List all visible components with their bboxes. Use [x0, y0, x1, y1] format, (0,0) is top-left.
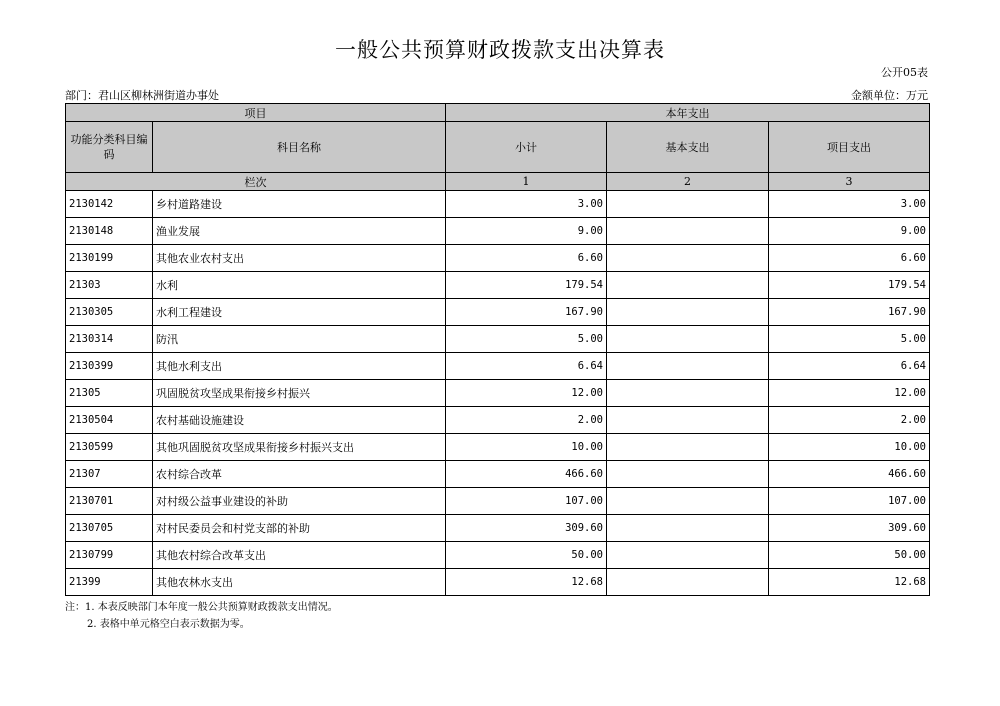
func-code-cell: 21303 [66, 272, 153, 299]
basic-expenditure-cell [607, 299, 769, 326]
func-code-cell: 2130399 [66, 353, 153, 380]
subtotal-cell: 107.00 [446, 488, 607, 515]
func-code-cell: 21307 [66, 461, 153, 488]
subtotal-cell: 167.90 [446, 299, 607, 326]
subtotal-cell: 6.60 [446, 245, 607, 272]
table-row [66, 569, 930, 596]
basic-expenditure-cell [607, 245, 769, 272]
func-code-cell: 2130599 [66, 434, 153, 461]
subtotal-cell: 10.00 [446, 434, 607, 461]
table-row [66, 515, 930, 542]
subject-name-cell: 农村基础设施建设 [153, 407, 446, 434]
func-code-cell: 2130799 [66, 542, 153, 569]
header-col-3: 3 [769, 173, 930, 191]
func-code-cell: 21305 [66, 380, 153, 407]
subject-name-cell: 其他农林水支出 [153, 569, 446, 596]
footnote-2: 2. 表格中单元格空白表示数据为零。 [87, 619, 250, 630]
table-row [66, 434, 930, 461]
subject-name-cell: 其他农村综合改革支出 [153, 542, 446, 569]
basic-expenditure-cell [607, 434, 769, 461]
basic-expenditure-cell [607, 191, 769, 218]
table-row [66, 191, 930, 218]
basic-expenditure-cell [607, 461, 769, 488]
project-expenditure-cell: 3.00 [769, 191, 930, 218]
func-code-cell: 21399 [66, 569, 153, 596]
header-project-expenditure: 项目支出 [769, 122, 930, 173]
header-col-2: 2 [607, 173, 769, 191]
subtotal-cell: 3.00 [446, 191, 607, 218]
table-row [66, 542, 930, 569]
header-col-1: 1 [446, 173, 607, 191]
header-basic: 基本支出 [607, 122, 769, 173]
subtotal-cell: 2.00 [446, 407, 607, 434]
func-code-cell: 2130305 [66, 299, 153, 326]
subtotal-cell: 5.00 [446, 326, 607, 353]
project-expenditure-cell: 6.64 [769, 353, 930, 380]
basic-expenditure-cell [607, 407, 769, 434]
func-code-cell: 2130314 [66, 326, 153, 353]
subtotal-cell: 309.60 [446, 515, 607, 542]
project-expenditure-cell: 50.00 [769, 542, 930, 569]
subtotal-cell: 179.54 [446, 272, 607, 299]
subtotal-cell: 6.64 [446, 353, 607, 380]
header-func-code: 功能分类科目编码 [66, 122, 153, 173]
table-row [66, 272, 930, 299]
subject-name-cell: 其他巩固脱贫攻坚成果衔接乡村振兴支出 [153, 434, 446, 461]
table-row [66, 299, 930, 326]
subtotal-cell: 12.68 [446, 569, 607, 596]
subject-name-cell: 巩固脱贫攻坚成果衔接乡村振兴 [153, 380, 446, 407]
func-code-cell: 2130199 [66, 245, 153, 272]
header-column-index: 栏次 [66, 173, 446, 191]
table-row [66, 353, 930, 380]
project-expenditure-cell: 309.60 [769, 515, 930, 542]
table-row [66, 407, 930, 434]
subject-name-cell: 其他水利支出 [153, 353, 446, 380]
footnote-1: 注：1. 本表反映部门本年度一般公共预算财政拨款支出情况。 [65, 602, 338, 613]
project-expenditure-cell: 167.90 [769, 299, 930, 326]
project-expenditure-cell: 5.00 [769, 326, 930, 353]
project-expenditure-cell: 179.54 [769, 272, 930, 299]
subtotal-cell: 50.00 [446, 542, 607, 569]
func-code-cell: 2130504 [66, 407, 153, 434]
basic-expenditure-cell [607, 380, 769, 407]
subtotal-cell: 9.00 [446, 218, 607, 245]
subject-name-cell: 农村综合改革 [153, 461, 446, 488]
project-expenditure-cell: 2.00 [769, 407, 930, 434]
subject-name-cell: 其他农业农村支出 [153, 245, 446, 272]
func-code-cell: 2130142 [66, 191, 153, 218]
basic-expenditure-cell [607, 515, 769, 542]
footnotes [65, 599, 338, 633]
basic-expenditure-cell [607, 353, 769, 380]
basic-expenditure-cell [607, 569, 769, 596]
func-code-cell: 2130148 [66, 218, 153, 245]
header-subject-name: 科目名称 [153, 122, 446, 173]
project-expenditure-cell: 12.00 [769, 380, 930, 407]
amount-unit-label: 金额单位：万元 [851, 89, 928, 102]
basic-expenditure-cell [607, 542, 769, 569]
project-expenditure-cell: 6.60 [769, 245, 930, 272]
project-expenditure-cell: 466.60 [769, 461, 930, 488]
subtotal-cell: 466.60 [446, 461, 607, 488]
subject-name-cell: 水利 [153, 272, 446, 299]
table-body [66, 191, 930, 596]
subject-name-cell: 对村级公益事业建设的补助 [153, 488, 446, 515]
subject-name-cell: 渔业发展 [153, 218, 446, 245]
subject-name-cell: 对村民委员会和村党支部的补助 [153, 515, 446, 542]
table-row [66, 218, 930, 245]
table-row [66, 488, 930, 515]
department-label: 部门：君山区柳林洲街道办事处 [65, 89, 219, 102]
table-row [66, 380, 930, 407]
header-current-year: 本年支出 [446, 104, 930, 122]
func-code-cell: 2130705 [66, 515, 153, 542]
project-expenditure-cell: 12.68 [769, 569, 930, 596]
basic-expenditure-cell [607, 326, 769, 353]
project-expenditure-cell: 9.00 [769, 218, 930, 245]
table-row [66, 245, 930, 272]
basic-expenditure-cell [607, 218, 769, 245]
subject-name-cell: 乡村道路建设 [153, 191, 446, 218]
basic-expenditure-cell [607, 272, 769, 299]
func-code-cell: 2130701 [66, 488, 153, 515]
subject-name-cell: 防汛 [153, 326, 446, 353]
subtotal-cell: 12.00 [446, 380, 607, 407]
expenditure-table [65, 103, 930, 596]
table-row [66, 461, 930, 488]
report-title: 一般公共预算财政拨款支出决算表 [335, 38, 665, 62]
subject-name-cell: 水利工程建设 [153, 299, 446, 326]
form-code: 公开05表 [881, 66, 928, 79]
table-row [66, 326, 930, 353]
project-expenditure-cell: 107.00 [769, 488, 930, 515]
basic-expenditure-cell [607, 488, 769, 515]
header-project: 项目 [66, 104, 446, 122]
project-expenditure-cell: 10.00 [769, 434, 930, 461]
header-subtotal: 小计 [446, 122, 607, 173]
